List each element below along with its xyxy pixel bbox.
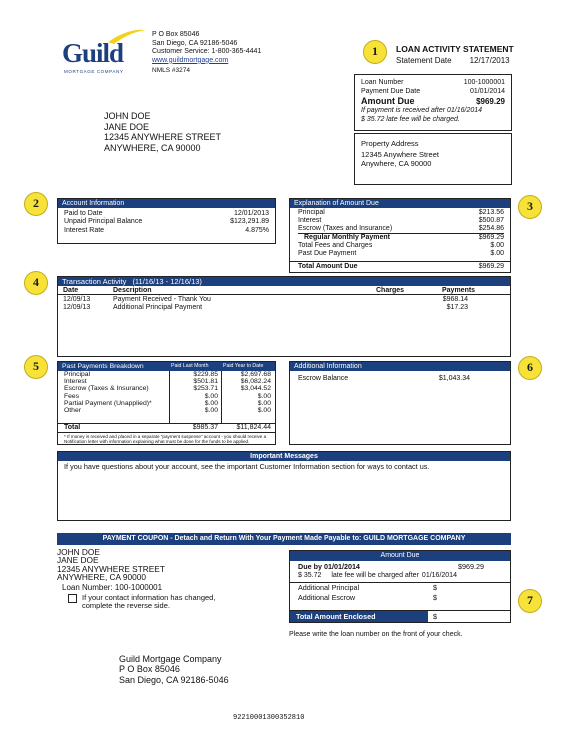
account-info-value: 4.875% [245,226,269,234]
explanation-label: Escrow (Taxes and Insurance) [298,224,393,232]
marker-2: 2 [24,192,48,216]
explanation-value: $213.56 [478,209,504,216]
contact-change-checkbox[interactable] [68,594,77,603]
recipient-line: JANE DOE [104,121,150,132]
addl-escrow-row [290,593,510,603]
transaction-panel [57,276,511,357]
important-messages-text: If you have questions about your account, see the important Customer Information section for ways to contact us. [64,462,430,471]
past-payment-month: $.00 [204,392,218,400]
remit-line: San Diego, CA 92186-5046 [119,674,229,685]
explanation-value: $500.87 [478,216,504,224]
website-link[interactable]: www.guildmortgage.com [152,56,229,64]
logo-subtitle: MORTGAGE COMPANY [64,69,124,74]
due-date-label: Payment Due Date [361,87,421,95]
past-payments-header [58,362,275,371]
past-payments-title: Past Payments Breakdown [62,363,144,370]
past-payment-month: $501.81 [193,378,218,386]
loan-summary-box [354,74,512,131]
past-payment-ytd: $3,044.52 [240,385,271,393]
recipient-line: ANYWHERE, CA 90000 [104,142,201,153]
coupon-address [57,548,165,582]
marker-7: 7 [518,589,542,613]
marker-6: 6 [518,356,542,380]
explanation-label: Principal [298,209,325,216]
fees-label: Total Fees and Charges [298,241,373,249]
past-payment-ytd: $2,697.68 [240,371,271,378]
important-messages-header: Important Messages [58,452,510,461]
coupon-late-text: late fee will be charged after [331,572,419,580]
escrow-balance-label: Escrow Balance [298,375,349,382]
coupon-late-date: 01/16/2014 [421,572,457,580]
late-notice-line: $ 35.72 late fee will be charged. [361,115,460,123]
col-paid-last-month: Paid Last Month [171,363,209,369]
transaction-date: 12/09/13 [63,296,91,303]
transaction-column-headers [58,286,510,295]
escrow-balance-row [290,371,510,383]
due-date-value: 01/01/2014 [469,87,505,95]
barcode-number: 92210001300352810 [233,714,305,722]
explanation-header: Explanation of Amount Due [290,199,510,208]
regular-payment-value: $969.29 [478,233,504,241]
total-enclosed-row [290,610,510,622]
account-info-panel [57,198,276,244]
coupon-late-row [290,571,510,583]
company-logo [62,26,144,84]
nmls: NMLS #3274 [152,67,190,75]
due-by-value: $969.29 [458,562,484,571]
past-payment-label: Fees [64,392,80,400]
explanation-label: Interest [298,216,322,224]
property-address-label: Property Address [361,139,419,148]
transaction-date: 12/09/13 [63,304,91,311]
late-notice-line: If payment is received after 01/16/2014 [361,107,483,114]
past-payment-row [58,378,275,385]
transaction-payment: $968.14 [442,296,468,303]
transaction-row [58,304,510,312]
coupon-amount-header: Amount Due [290,551,510,561]
past-payments-total-label: Total [64,424,81,431]
total-due-label: Total Amount Due [298,263,358,270]
recipient-line: 12345 ANYWHERE STREET [104,132,222,142]
account-info-value: $123,291.89 [230,218,269,226]
important-messages-panel [57,451,511,521]
remit-line: Guild Mortgage Company [119,654,222,664]
escrow-balance-value: $1,043.34 [438,375,470,382]
statement-title: LOAN ACTIVITY STATEMENT [396,44,514,54]
past-payment-row [58,393,275,400]
past-payment-row [58,385,275,392]
marker-5: 5 [24,355,48,379]
past-payment-label: Principal [64,371,91,378]
col-description: Description [113,287,152,294]
transaction-payment: $17.23 [446,304,468,311]
marker-4: 4 [24,271,48,295]
total-enclosed-label: Total Amount Enclosed [290,611,428,622]
past-payment-label: Interest [64,378,87,386]
col-date: Date [63,287,79,294]
past-payments-total-month: $985.37 [192,424,218,431]
additional-info-header: Additional Information [290,362,510,371]
past-due-value: $.00 [490,249,504,257]
logo-word: Guild [62,38,124,68]
account-info-header: Account Information [58,199,275,208]
due-by-row [290,561,510,571]
past-payment-row [58,371,275,378]
transaction-desc: Additional Principal Payment [113,304,203,311]
past-payment-month: $253.71 [193,385,218,393]
property-address-line: 12345 Anywhere Street [361,150,439,159]
coupon-address-line: ANYWHERE, CA 90000 [57,572,146,583]
past-payment-row [58,400,275,407]
past-payments-panel [57,361,276,445]
recipient-address [104,111,221,153]
transaction-row [58,296,510,304]
coupon-address-line: JANE DOE [57,555,99,566]
past-payment-label: Other [64,407,81,415]
fees-value: $.00 [490,241,504,249]
contact-change-line: If your contact information has changed, [82,593,216,602]
amount-due-value: $969.29 [476,97,505,106]
coupon-note: Please write the loan number on the front of your check. [289,631,463,638]
property-address-line: Anywhere, CA 90000 [361,159,432,168]
account-info-label: Interest Rate [64,226,105,234]
past-payment-ytd: $.00 [257,392,271,400]
past-payment-row [58,407,275,414]
company-address-line: P O Box 85046 [152,31,200,38]
account-info-value: 12/01/2013 [233,210,269,217]
past-payment-month: $.00 [204,399,218,407]
transaction-title: Transaction Activity [62,277,127,286]
contact-change-text [82,594,215,611]
transaction-range: (11/16/13 - 12/16/13) [132,277,202,286]
customer-service: Customer Service: 1-800-365-4441 [152,48,262,56]
total-due-value: $969.29 [478,263,504,270]
payment-coupon-banner: PAYMENT COUPON - Detach and Return With Your Payment Made Payable to: GUILD MORTGAGE COMPANY [57,533,511,545]
marker-1: 1 [363,40,387,64]
past-due-label: Past Due Payment [298,249,357,257]
coupon-loan-number: Loan Number: 100-1000001 [62,583,163,592]
remit-line: P O Box 85046 [119,664,180,675]
past-payment-label: Partial Payment (Unapplied)* [64,399,152,407]
past-payments-total-ytd: $11,824.44 [236,424,271,431]
explanation-value: $254.86 [478,224,504,232]
past-payments-table [58,371,275,423]
recipient-line: JOHN DOE [104,111,151,121]
loan-number-value: 100-1000001 [463,79,505,86]
coupon-amount-box [289,550,511,623]
coupon-address-line: 12345 ANYWHERE STREET [57,563,165,574]
due-by-label: Due by 01/01/2014 [298,562,360,571]
past-payment-ytd: $.00 [257,399,271,407]
statement-date-value: 12/17/2013 [469,56,510,65]
past-payment-ytd: $6,082.24 [240,378,271,386]
explanation-rows [290,208,510,257]
company-address [152,31,261,76]
statement-date-label: Statement Date [396,56,452,65]
transaction-header [58,277,510,286]
loan-number-label: Loan Number [361,79,404,86]
account-info-label: Paid to Date [64,210,103,217]
past-payment-month: $229.85 [193,371,218,378]
addl-principal-input[interactable]: $ [433,583,437,593]
past-payment-label: Escrow (Taxes & Insurance) [64,385,149,393]
past-payments-total-row [58,423,275,433]
regular-payment-label: Regular Monthly Payment [304,233,390,241]
property-address-box [354,133,512,185]
statement-date-row [396,56,510,65]
addl-escrow-label: Additional Escrow [298,593,356,603]
past-payment-ytd: $.00 [257,407,271,415]
total-due-row [290,261,510,272]
transaction-desc: Payment Received - Thank You [113,296,211,303]
addl-escrow-input[interactable]: $ [433,593,437,603]
remit-address [119,654,229,685]
col-charges: Charges [376,287,405,294]
account-info-rows [58,208,275,237]
company-address-line: San Diego, CA 92186-5046 [152,39,238,47]
coupon-address-line: JOHN DOE [57,547,100,557]
contact-change-line: complete the reverse side. [82,601,170,611]
explanation-panel [289,198,511,273]
past-payment-month: $.00 [204,407,218,415]
additional-info-panel [289,361,511,445]
past-payments-footnote: * If money is received and placed in a separate "payment suspense" account - you should receive a Notification letter with information explaining what must be done for the funds to be applied. [64,434,267,444]
coupon-late-amount: $ 35.72 [298,572,322,580]
addl-principal-row [290,583,510,593]
amount-due-label: Amount Due [361,96,415,106]
col-payments: Payments [442,287,476,294]
col-paid-ytd: Paid Year to Date [223,363,264,369]
total-enclosed-input[interactable]: $ [433,612,437,621]
addl-principal-label: Additional Principal [298,583,360,593]
account-info-label: Unpaid Principal Balance [64,218,143,226]
marker-3: 3 [518,195,542,219]
